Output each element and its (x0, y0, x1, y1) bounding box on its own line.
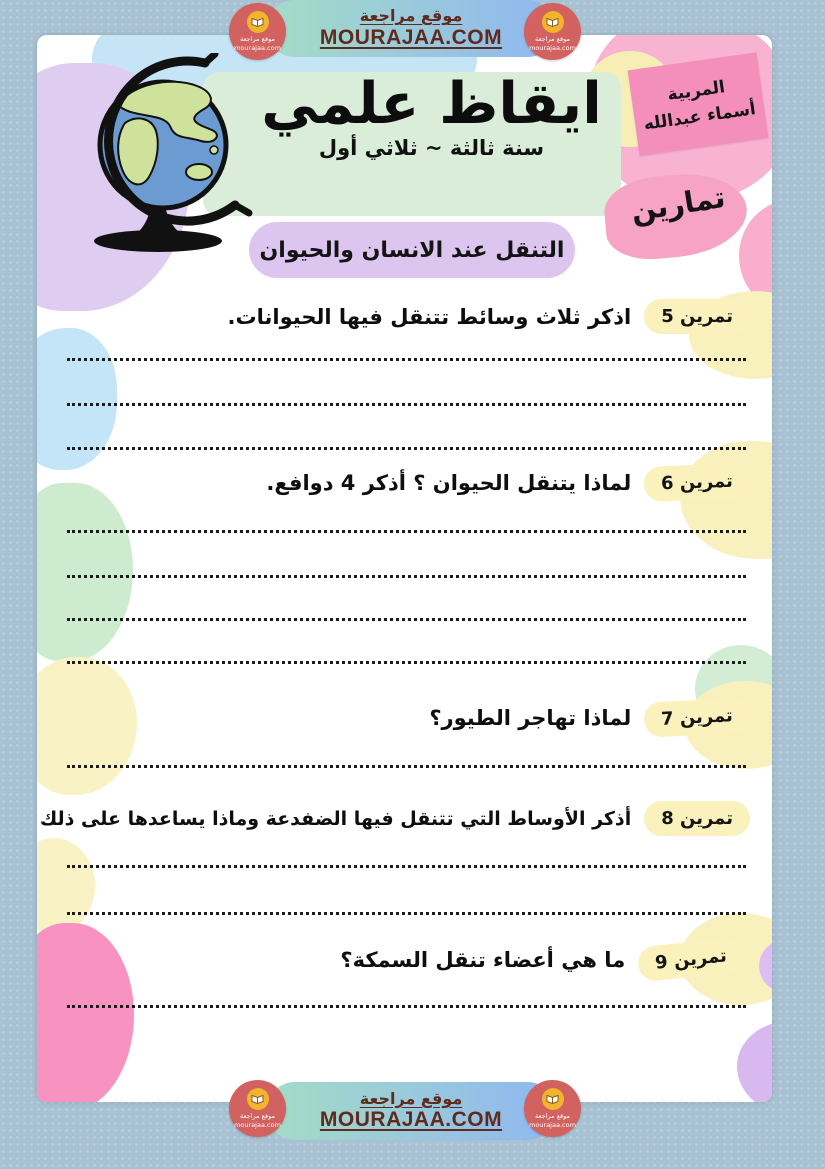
mourajaa-seal (229, 1080, 286, 1137)
header-title-block (249, 71, 614, 161)
exercise-8-pill (644, 801, 750, 836)
worksheet-page (37, 35, 772, 1102)
site-name-arabic[interactable]: موقع مراجعة (359, 1088, 463, 1108)
page-title: ايقاظ علمي (261, 71, 602, 137)
exercise-8-label: تمرين (680, 808, 733, 829)
answer-line (67, 358, 746, 361)
exercise-9-number: 9 (654, 951, 669, 974)
exercise-7-number: 7 (660, 708, 675, 730)
seal-text-domain: mourajaa.com (234, 43, 281, 52)
blob-right-lavender-big (737, 1021, 772, 1102)
mourajaa-seal (524, 3, 581, 60)
mourajaa-logo-icon (247, 11, 269, 33)
answer-line (67, 618, 746, 621)
answer-line (67, 865, 746, 868)
mourajaa-logo-icon (247, 1088, 269, 1110)
exercise-7-label: تمرين (679, 705, 734, 729)
exercise-8-row (39, 801, 750, 836)
answer-line (67, 661, 746, 664)
teacher-badge (628, 52, 769, 155)
exercise-5-row (228, 299, 750, 334)
seal-text-ar: موقع مراجعة (535, 35, 570, 44)
blob-left-yellow-small (37, 838, 95, 934)
exercise-8-question: أذكر الأوساط التي تتنقل فيها الضفدعة وماذا يساعدها على ذلك (39, 807, 632, 830)
answer-line (67, 575, 746, 578)
site-banner-top[interactable] (266, 0, 556, 57)
exercise-5-label: تمرين (680, 306, 733, 327)
seal-text-domain: mourajaa.com (529, 43, 576, 52)
seal-text-ar: موقع مراجعة (535, 1112, 570, 1121)
mourajaa-seal (229, 3, 286, 60)
answer-line (67, 912, 746, 915)
exercise-8-number: 8 (661, 808, 674, 829)
seal-text-ar: موقع مراجعة (240, 1112, 275, 1121)
exercise-9-row (340, 942, 744, 977)
exercise-6-label: تمرين (679, 470, 734, 494)
site-domain-link[interactable]: MOURAJAA.COM (319, 1108, 503, 1132)
mourajaa-seal (524, 1080, 581, 1137)
exercise-6-number: 6 (660, 472, 675, 495)
exercise-6-row (266, 465, 750, 500)
teacher-badge-line2: أسماء عبدالله (642, 99, 758, 135)
answer-line (67, 403, 746, 406)
exercise-7-question: لماذا تهاجر الطيور؟ (429, 705, 632, 730)
seal-text-domain: mourajaa.com (529, 1120, 576, 1129)
topic-pill: التنقل عند الانسان والحيوان (249, 222, 575, 278)
seal-text-ar: موقع مراجعة (240, 35, 275, 44)
section-label: تمارين (628, 179, 728, 229)
blob-left-pink-big (37, 923, 134, 1102)
site-domain-link[interactable]: MOURAJAA.COM (319, 25, 503, 49)
answer-line (67, 530, 746, 533)
exercise-7-pill (643, 697, 750, 737)
grade-subtitle: سنة ثالثة ~ ثلاثي أول (318, 136, 545, 161)
teacher-badge-line1: المربية (666, 76, 727, 105)
answer-line (67, 447, 746, 450)
exercise-6-question: لماذا يتنقل الحيوان ؟ أذكر 4 دوافع. (266, 470, 632, 495)
answer-line (67, 1005, 746, 1008)
exercise-5-pill (644, 299, 750, 334)
globe-icon (63, 53, 273, 258)
exercise-5-number: 5 (661, 306, 674, 327)
exercise-7-row (429, 700, 750, 735)
blob-left-yellow (37, 657, 137, 795)
exercise-9-pill (637, 937, 746, 983)
seal-text-domain: mourajaa.com (234, 1120, 281, 1129)
exercise-5-question: اذكر ثلاث وسائط تتنقل فيها الحيوانات. (227, 304, 632, 329)
mourajaa-logo-icon (542, 11, 564, 33)
site-banner-bottom[interactable] (266, 1082, 556, 1140)
mourajaa-logo-icon (542, 1088, 564, 1110)
answer-line (67, 765, 746, 768)
site-name-arabic[interactable]: موقع مراجعة (359, 6, 463, 26)
exercise-6-pill (644, 463, 751, 502)
blob-left-green (37, 483, 133, 661)
exercise-9-label: تمرين (673, 945, 728, 972)
exercise-9-question: ما هي أعضاء تنقل السمكة؟ (340, 947, 626, 972)
